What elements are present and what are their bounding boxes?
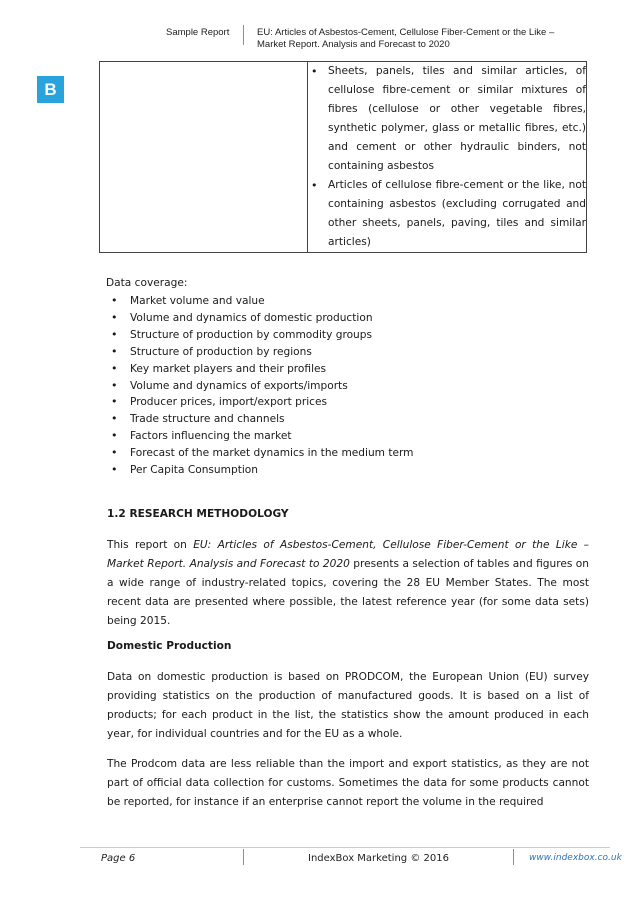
list-item: • Structure of production by commodity groups bbox=[93, 327, 589, 344]
list-item: • Forecast of the market dynamics in the medium term bbox=[93, 445, 589, 462]
methodology-text-rest: presents a selection of tables and figures on a wide range of industry-related topics, covering the 28 EU Member States. The most recent data are presented where possible, the latest reference year (for some data sets) being 2015. bbox=[107, 558, 589, 627]
product-item: • Sheets, panels, tiles and similar articles, of cellulose fibre-cement or similar mixtures of fibres (cellulose or other vegetable fibres, synthetic polymer, glass or metallic fibres, etc.) and cement or other hydraulic binders, not containing asbestos bbox=[308, 62, 586, 176]
list-item: • Trade structure and channels bbox=[93, 411, 589, 428]
list-item: • Producer prices, import/export prices bbox=[93, 394, 589, 411]
footer-page-number: Page 6 bbox=[101, 853, 136, 864]
table-cell-code bbox=[100, 62, 308, 253]
header-report-label: Sample Report bbox=[166, 27, 230, 38]
list-item: • Volume and dynamics of domestic production bbox=[93, 310, 589, 327]
section-heading-domestic-production: Domestic Production bbox=[107, 640, 232, 652]
list-item: • Volume and dynamics of exports/imports bbox=[93, 378, 589, 395]
indexbox-logo-icon: B bbox=[37, 76, 64, 103]
header-title-line1: EU: Articles of Asbestos-Cement, Cellulose Fiber-Cement or the Like – bbox=[257, 27, 555, 38]
product-list bbox=[308, 62, 586, 252]
footer-separator bbox=[513, 849, 514, 865]
data-coverage-section bbox=[107, 274, 589, 479]
methodology-paragraph bbox=[107, 536, 589, 631]
footer-copyright: IndexBox Marketing © 2016 bbox=[308, 853, 449, 864]
section-heading-methodology: 1.2 RESEARCH METHODOLOGY bbox=[107, 508, 289, 520]
header-title-line2: Market Report. Analysis and Forecast to 2020 bbox=[257, 39, 450, 50]
footer-separator bbox=[243, 849, 244, 865]
product-item: • Articles of cellulose fibre-cement or the like, not containing asbestos (excluding corrugated and other sheets, panels, paving, tiles and similar articles) bbox=[308, 176, 586, 252]
product-classification-table bbox=[99, 61, 587, 253]
table-cell-description bbox=[308, 62, 587, 253]
list-item: • Key market players and their profiles bbox=[93, 361, 589, 378]
domestic-paragraph-2: The Prodcom data are less reliable than the import and export statistics, as they are not part of official data collection for customs. Sometimes the data for some products cannot be reported, for instance if an enterprise cannot report the volume in the required bbox=[107, 758, 589, 808]
header-report-title bbox=[257, 27, 577, 51]
data-coverage-title: Data coverage: bbox=[106, 277, 188, 289]
table-row bbox=[100, 62, 587, 253]
data-coverage-list bbox=[93, 293, 589, 479]
header-divider bbox=[243, 25, 244, 45]
list-item: • Factors influencing the market bbox=[93, 428, 589, 445]
footer-divider bbox=[80, 847, 610, 848]
report-title-italic: EU: Articles of Asbestos-Cement, Cellulose Fiber-Cement or the Like – Market Report. Analysis and Forecast to 2020 bbox=[107, 539, 589, 570]
domestic-paragraph-1: Data on domestic production is based on PRODCOM, the European Union (EU) survey providing statistics on the production of manufactured goods. It is based on a list of products; for each product in the list, the statistics show the amount produced in each year, for individual countries and for the EU as a whole. bbox=[107, 671, 589, 740]
list-item: • Market volume and value bbox=[93, 293, 589, 310]
list-item: • Structure of production by regions bbox=[93, 344, 589, 361]
list-item: • Per Capita Consumption bbox=[93, 462, 589, 479]
footer-website-link[interactable]: www.indexbox.co.uk bbox=[529, 853, 622, 863]
methodology-text-lead: This report on bbox=[107, 539, 194, 551]
